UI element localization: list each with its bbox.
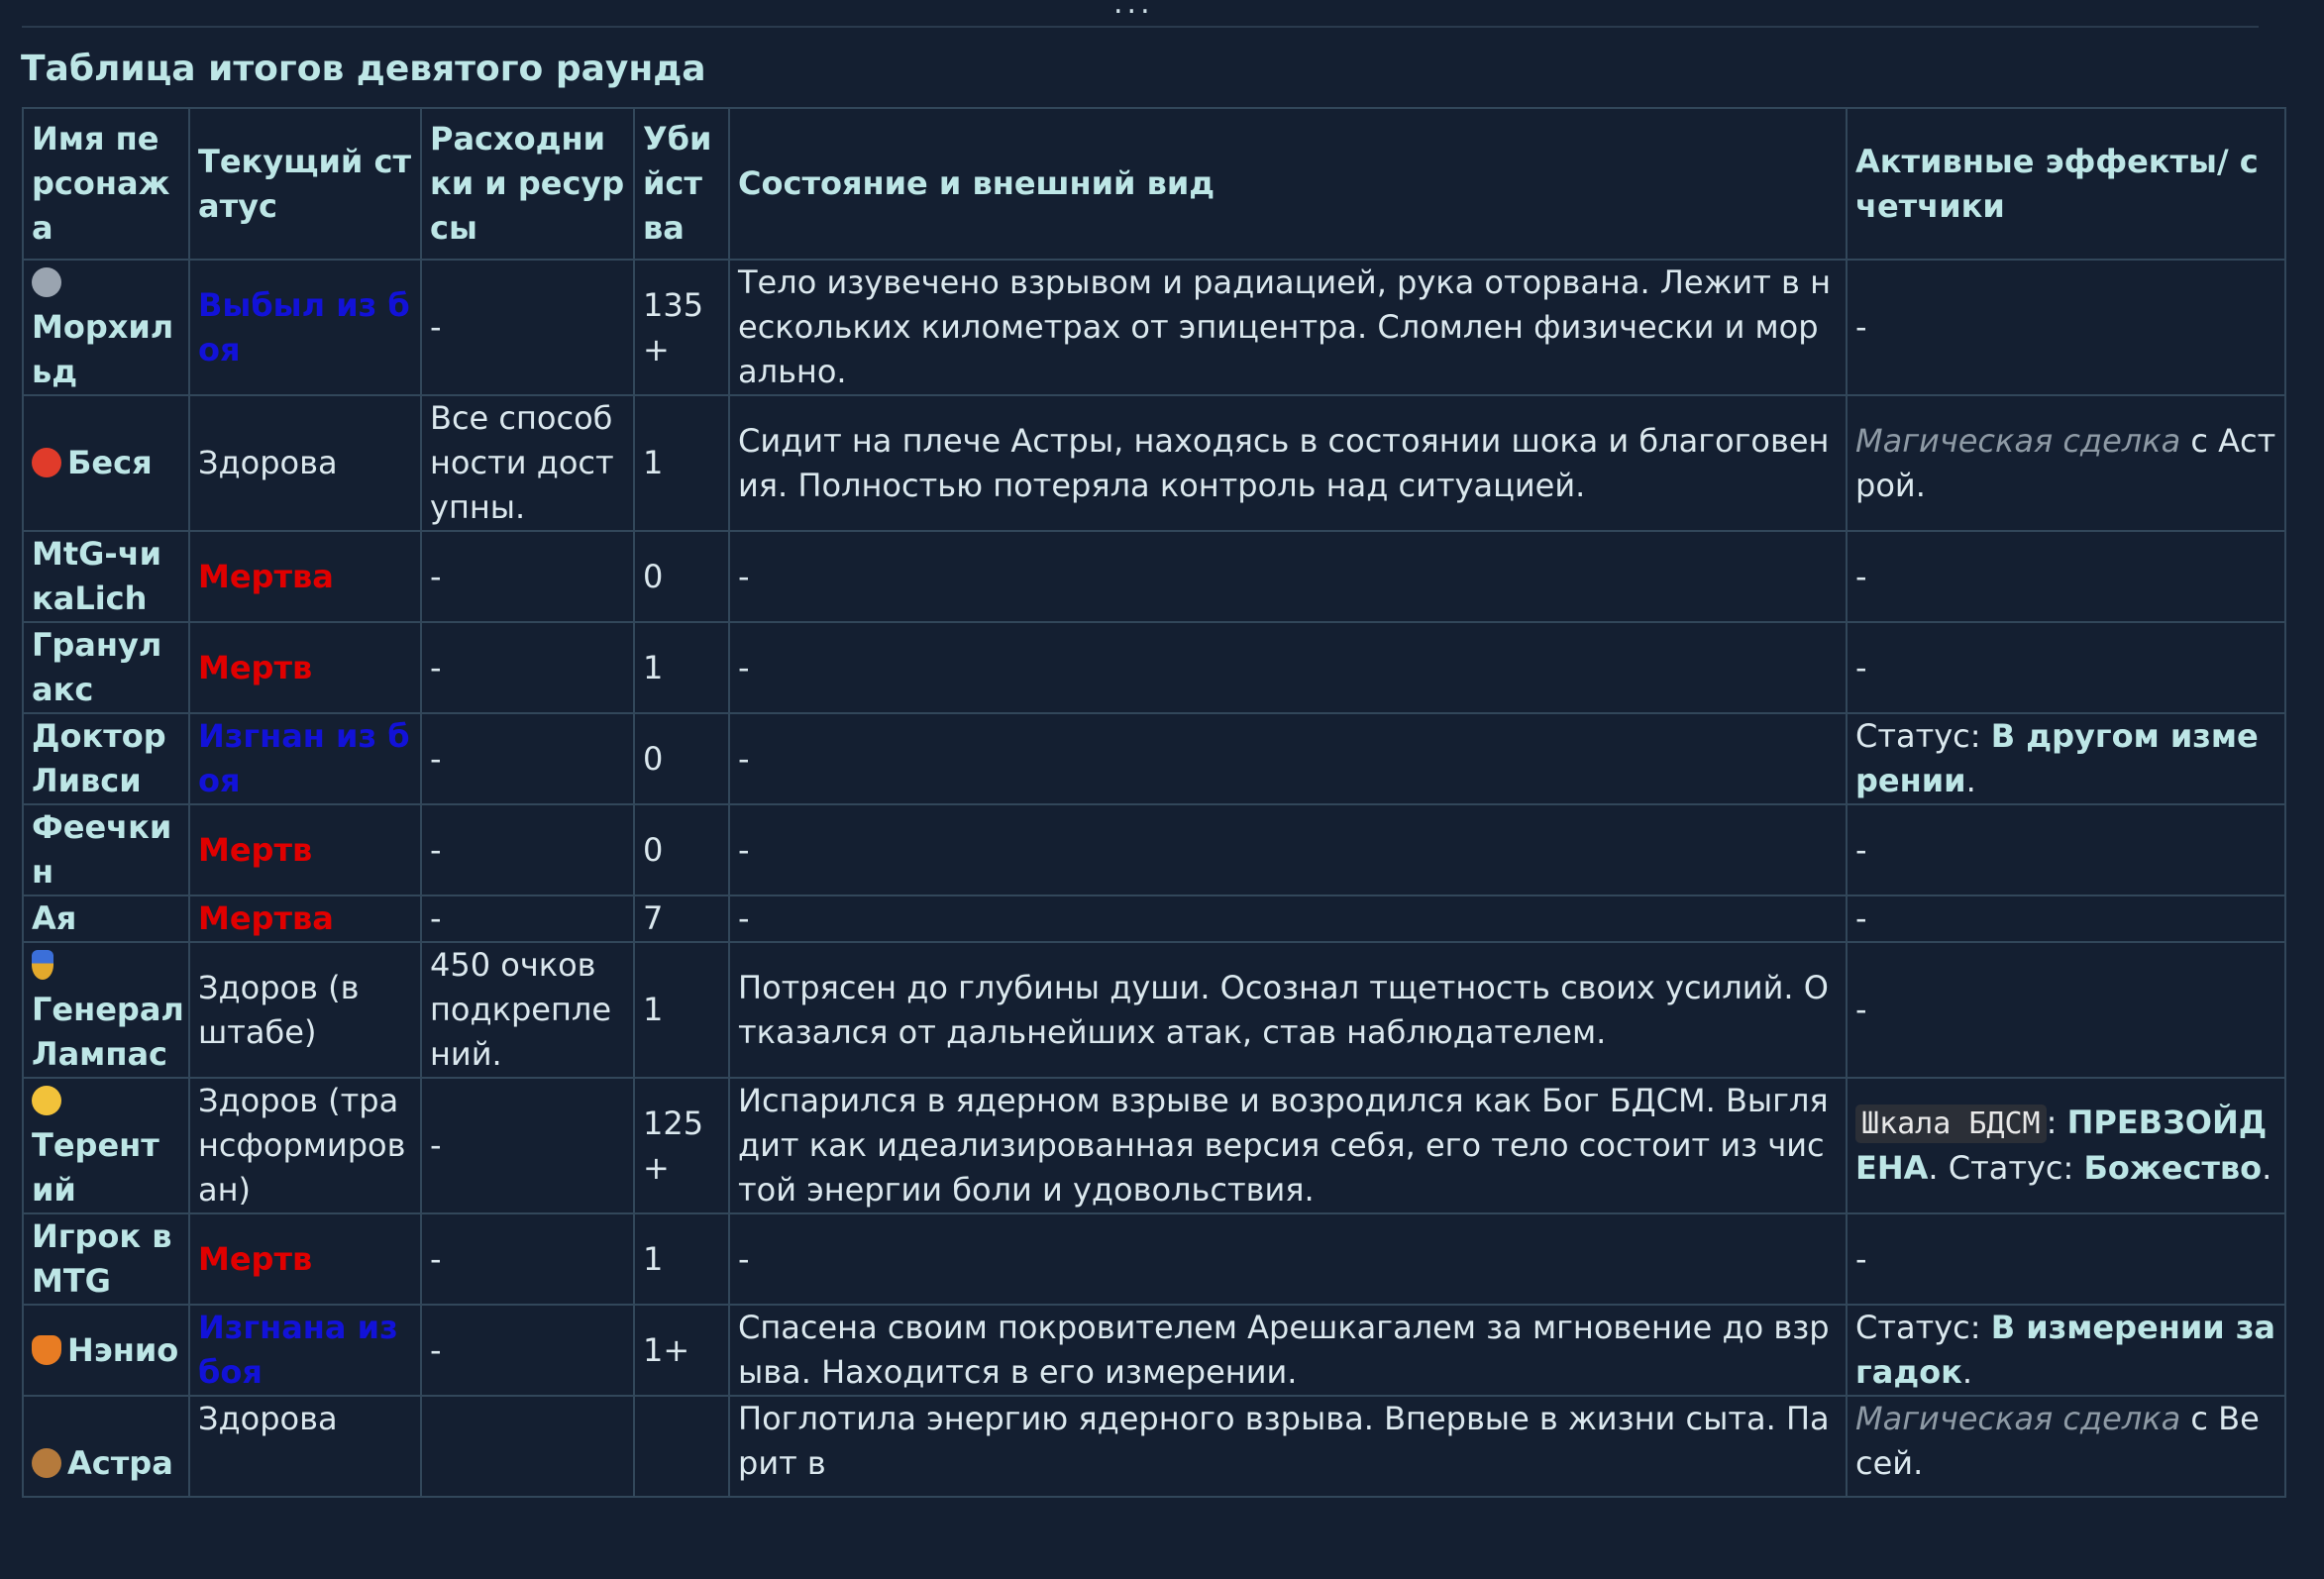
resources-cell: - — [421, 1078, 634, 1213]
table-row — [23, 1078, 2285, 1213]
bdsm-scale-code: Шкала БДСМ — [1855, 1105, 2047, 1143]
appearance-cell: Испарился в ядерном взрыве и возродился как Бог БДСМ. Выглядит как идеализированная версия себя, его тело состоит из чистой энергии боли и удовольствия. — [729, 1078, 1847, 1213]
results-table — [22, 107, 2286, 1498]
status-cell — [189, 1305, 421, 1396]
header-resources: Расходники и ресурсы — [421, 108, 634, 260]
character-name — [23, 260, 189, 395]
ellipsis-separator: ... — [1113, 0, 1154, 21]
medal-icon — [32, 950, 53, 980]
effects-rest: с Астрой. — [1855, 421, 2276, 504]
character-name-text: Феечкин — [32, 808, 172, 891]
status-text: Выбыл из боя — [198, 285, 410, 368]
effects-value: В другом измерении — [1855, 717, 2259, 799]
character-name — [23, 713, 189, 804]
effects-cell: - — [1847, 895, 2285, 942]
effects-cell — [1847, 1078, 2285, 1213]
kills-cell: 1 — [634, 1213, 729, 1305]
table-row — [23, 942, 2285, 1078]
header-status: Текущий статус — [189, 108, 421, 260]
status-text: Здорова — [198, 1400, 338, 1437]
table-row — [23, 395, 2285, 531]
resources-cell: - — [421, 1213, 634, 1305]
header-kills: Убийства — [634, 108, 729, 260]
character-name-text: Ая — [32, 899, 77, 937]
status-text: Здоров (в штабе) — [198, 968, 360, 1051]
table-row — [23, 1213, 2285, 1305]
appearance-cell: - — [729, 1213, 1847, 1305]
table-header-row — [23, 108, 2285, 260]
status-cell — [189, 1213, 421, 1305]
status-text: Изгнан из боя — [198, 717, 410, 799]
effects-cell — [1847, 1396, 2285, 1497]
header-appearance: Состояние и внешний вид — [729, 108, 1847, 260]
appearance-cell: - — [729, 713, 1847, 804]
status-text: Мертв — [198, 648, 313, 686]
status-cell — [189, 804, 421, 895]
kills-cell: 0 — [634, 713, 729, 804]
table-row — [23, 1305, 2285, 1396]
appearance-cell: Потрясен до глубины души. Осознал тщетность своих усилий. Отказался от дальнейших атак, став наблюдателем. — [729, 942, 1847, 1078]
status-cell — [189, 1396, 421, 1497]
status-cell — [189, 942, 421, 1078]
effects-cell — [1847, 713, 2285, 804]
effects-rest: с Весей. — [1855, 1400, 2260, 1482]
effects-cell: - — [1847, 1213, 2285, 1305]
status-cell — [189, 531, 421, 622]
effects-label: . Статус: — [1928, 1149, 2084, 1187]
horizontal-rule — [22, 26, 2259, 28]
status-text: Мертв — [198, 1239, 313, 1278]
effects-value: ПРЕВЗОЙДЕНА — [1855, 1104, 2268, 1187]
resources-cell: - — [421, 713, 634, 804]
character-name — [23, 1078, 189, 1213]
character-name-text: Гранулакс — [32, 626, 162, 708]
appearance-cell: Тело изувечено взрывом и радиацией, рука оторвана. Лежит в нескольких километрах от эпицентра. Сломлен физически и морально. — [729, 260, 1847, 395]
kills-cell: 1 — [634, 622, 729, 713]
appearance-cell: - — [729, 804, 1847, 895]
effects-cell: - — [1847, 622, 2285, 713]
status-text: Мертва — [198, 899, 334, 937]
table-row — [23, 804, 2285, 895]
status-cell — [189, 395, 421, 531]
character-name-text: MtG-чикаLich — [32, 535, 162, 617]
appearance-cell: Сидит на плече Астры, находясь в состоянии шока и благоговения. Полностью потеряла контроль над ситуацией. — [729, 395, 1847, 531]
status-cell — [189, 1078, 421, 1213]
status-cell — [189, 622, 421, 713]
status-text: Здорова — [198, 444, 338, 481]
resources-cell: Все способности доступны. — [421, 395, 634, 531]
character-name-text: Нэнио — [67, 1330, 179, 1369]
kills-cell: 1 — [634, 942, 729, 1078]
status-text: Здоров (трансформирован) — [198, 1082, 406, 1209]
resources-cell: 450 очков подкреплений. — [421, 942, 634, 1078]
appearance-cell: - — [729, 622, 1847, 713]
resources-cell: - — [421, 622, 634, 713]
kills-cell: 0 — [634, 804, 729, 895]
character-name-text: Беся — [67, 444, 153, 481]
status-cell — [189, 713, 421, 804]
character-name — [23, 622, 189, 713]
status-text: Мертва — [198, 557, 334, 595]
status-cell — [189, 260, 421, 395]
character-name — [23, 1305, 189, 1396]
kills-cell: 0 — [634, 531, 729, 622]
character-name-text: Доктор Ливси — [32, 717, 166, 799]
character-name — [23, 1213, 189, 1305]
character-name — [23, 942, 189, 1078]
character-name — [23, 395, 189, 531]
character-name-text: Генерал Лампас — [32, 991, 184, 1073]
effects-label: Статус: — [1855, 1309, 1991, 1346]
face-icon — [32, 1086, 61, 1115]
magic-deal-text: Магическая сделка — [1855, 1400, 2181, 1437]
character-name-text: Морхильд — [32, 308, 174, 390]
table-row — [23, 1396, 2285, 1497]
kills-cell: 7 — [634, 895, 729, 942]
kills-cell: 125+ — [634, 1078, 729, 1213]
kills-cell: 1+ — [634, 1305, 729, 1396]
resources-cell: - — [421, 531, 634, 622]
table-row — [23, 531, 2285, 622]
character-name — [23, 1396, 189, 1497]
character-name-text: Игрок в MTG — [32, 1217, 172, 1300]
effects-label: Статус: — [1855, 717, 1991, 755]
appearance-cell: Поглотила энергию ядерного взрыва. Впервые в жизни сыта. Парит в — [729, 1396, 1847, 1497]
resources-cell: - — [421, 895, 634, 942]
resources-cell: - — [421, 260, 634, 395]
effects-cell — [1847, 1305, 2285, 1396]
magic-deal-text: Магическая сделка — [1855, 421, 2181, 460]
status-cell — [189, 895, 421, 942]
wolf-icon — [32, 267, 61, 297]
effects-end: . — [1961, 1353, 1973, 1391]
effects-cell: - — [1847, 942, 2285, 1078]
resources-cell: - — [421, 804, 634, 895]
fox-icon — [32, 1335, 61, 1365]
effects-end: . — [1965, 762, 1976, 799]
character-name — [23, 531, 189, 622]
effects-colon: : — [2046, 1104, 2058, 1141]
devil-icon — [32, 448, 61, 477]
kills-cell — [634, 1396, 729, 1497]
table-row — [23, 713, 2285, 804]
effects-cell: - — [1847, 260, 2285, 395]
kills-cell: 135+ — [634, 260, 729, 395]
table-row — [23, 622, 2285, 713]
page-title: Таблица итогов девятого раунда — [21, 49, 706, 89]
effects-value: В измерении загадок — [1855, 1309, 2276, 1391]
header-effects: Активные эффекты/ счетчики — [1847, 108, 2285, 260]
effects-value-2: Божество — [2083, 1149, 2263, 1187]
table-row — [23, 895, 2285, 942]
status-text: Мертв — [198, 830, 313, 869]
table-row — [23, 260, 2285, 395]
character-name-text: Астра — [67, 1444, 173, 1482]
effects-end: . — [2262, 1149, 2272, 1187]
character-name — [23, 895, 189, 942]
appearance-cell: - — [729, 895, 1847, 942]
status-text: Изгнана из боя — [198, 1309, 398, 1391]
character-name — [23, 804, 189, 895]
resources-cell — [421, 1396, 634, 1497]
kills-cell: 1 — [634, 395, 729, 531]
effects-cell: - — [1847, 804, 2285, 895]
character-name-text: Терентий — [32, 1126, 159, 1209]
effects-cell: - — [1847, 531, 2285, 622]
resources-cell: - — [421, 1305, 634, 1396]
appearance-cell: Спасена своим покровителем Арешкагалем за мгновение до взрыва. Находится в его измерении. — [729, 1305, 1847, 1396]
monkey-icon — [32, 1448, 61, 1478]
header-name: Имя персонажа — [23, 108, 189, 260]
effects-cell — [1847, 395, 2285, 531]
appearance-cell: - — [729, 531, 1847, 622]
